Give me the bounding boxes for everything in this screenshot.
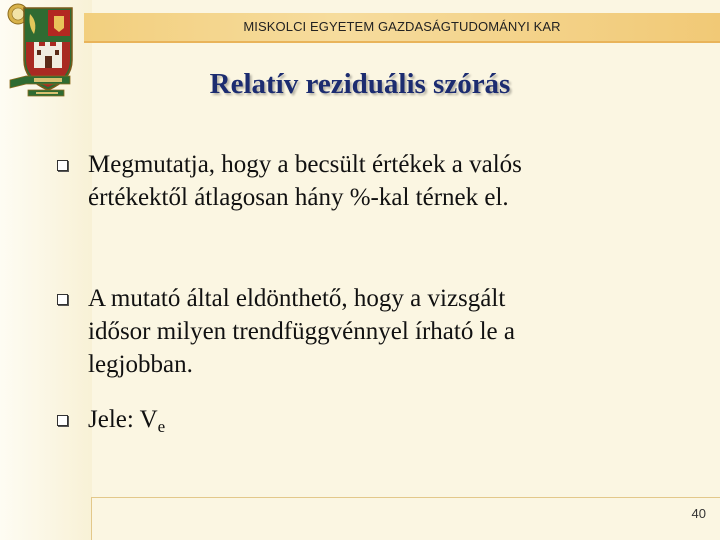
slide-title: Relatív reziduális szórás (209, 68, 511, 100)
square-bullet-icon (57, 415, 68, 426)
bullet-line: legjobban. (88, 351, 193, 378)
header-divider (84, 41, 720, 43)
footer-divider (92, 497, 720, 498)
bullet-line: A mutató által eldönthető, hogy a vizsgált (88, 285, 506, 312)
square-bullet-icon (57, 160, 68, 171)
bullet-text (88, 282, 678, 381)
square-bullet-icon (57, 294, 68, 305)
notation-subscript: e (157, 417, 166, 436)
bullet-text (88, 403, 678, 443)
notation-label: Jele: V (88, 406, 158, 433)
bullet-text (88, 148, 678, 214)
institution-name: MISKOLCI EGYETEM GAZDASÁGTUDOMÁNYI KAR (243, 19, 561, 34)
page-number: 40 (691, 506, 706, 521)
bullet-line: idősor milyen trendfüggvénnyel írható le a (88, 318, 515, 345)
bullet-line: értékektől átlagosan hány %-kal térnek el. (88, 184, 509, 211)
bullet-line: Megmutatja, hogy a becsült értékek a valós (88, 151, 522, 178)
footer-vertical-divider (91, 497, 92, 540)
